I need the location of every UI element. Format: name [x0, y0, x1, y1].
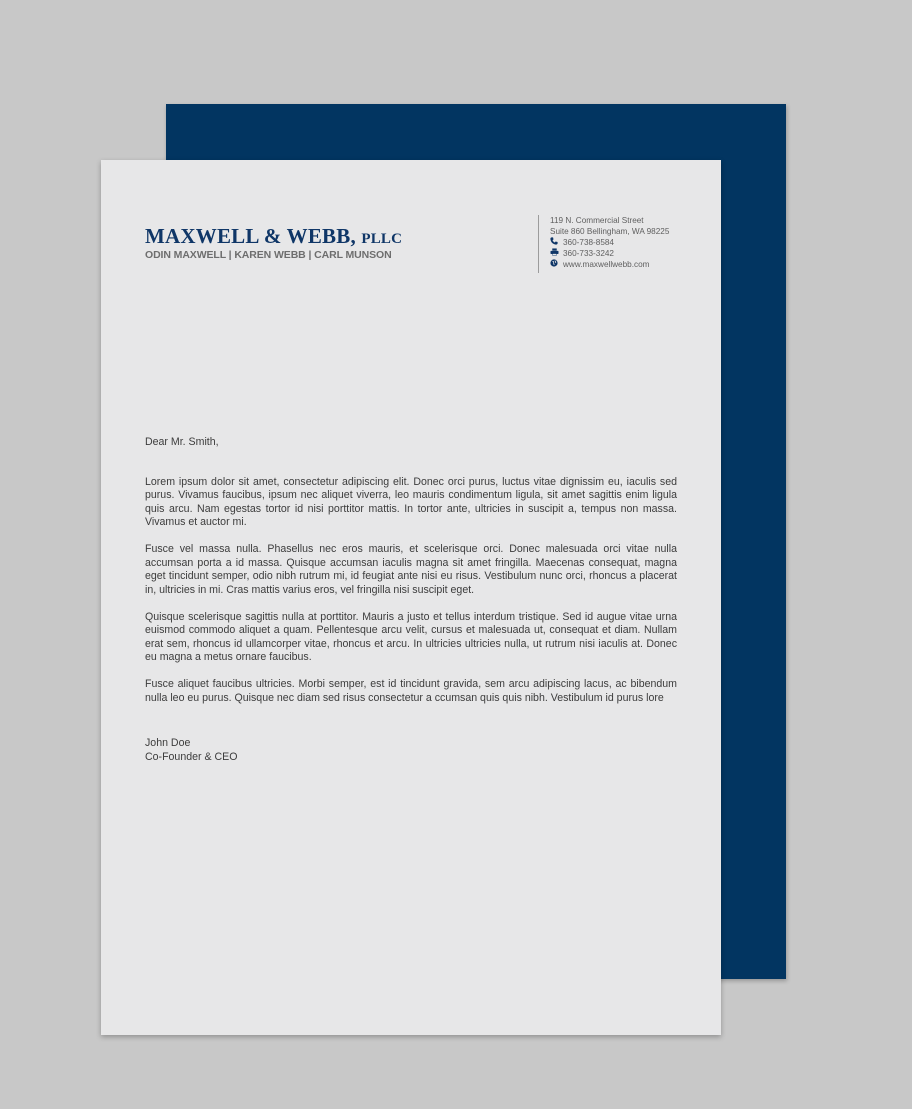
- firm-suffix: PLLC: [361, 231, 403, 247]
- address-street: 119 N. Commercial Street: [550, 216, 644, 225]
- phone-number: 360-738-8584: [563, 238, 614, 247]
- fax-row: [550, 248, 669, 259]
- address-city: Suite 860 Bellingham, WA 98225: [550, 227, 670, 236]
- contact-block: [538, 215, 669, 273]
- signer-title: Co-Founder & CEO: [145, 750, 238, 763]
- partner-names: ODIN MAXWELL | KAREN WEBB | CARL MUNSON: [145, 249, 392, 261]
- letter-sheet: [101, 160, 721, 1035]
- paragraph-3: Quisque scelerisque sagittis nulla at porttitor. Mauris a justo et tellus interdum tristique. Sed id augue vitae urna euismod commodo aliquet a quam. Pellentesque arcu velit, cursus et malesuada ut, consequat et diam. Nullam erat sem, rhoncus id ullamcorper vitae, rhoncus et arcu. In ultricies ultricies nulla, ut rutrum nisi iaculis at. Donec eu magna a metus ornare faucibus.: [145, 610, 677, 663]
- phone-row: [550, 237, 669, 248]
- phone-icon: [550, 237, 563, 248]
- firm-name-main: MAXWELL & WEBB,: [145, 224, 356, 248]
- paragraph-1: Lorem ipsum dolor sit amet, consectetur adipiscing elit. Donec orci purus, luctus vitae dignissim eu, iaculis sed purus. Vivamus faucibus, ipsum nec aliquet viverra, leo mauris condimentum ligula, sit amet sagittis enim ligula quis arcu. Nam egestas tortor id nisi porttitor mattis. In tortor ante, ultricies in suscipit a, tempus non massa. Vivamus et auctor mi.: [145, 475, 677, 528]
- signature-block: [145, 737, 677, 764]
- salutation: Dear Mr. Smith,: [145, 436, 219, 448]
- website-row: [550, 259, 669, 270]
- letter-body: [145, 436, 677, 764]
- fax-icon: [550, 248, 563, 259]
- paragraph-2: Fusce vel massa nulla. Phasellus nec eros mauris, et scelerisque orci. Donec malesuada orci vitae nulla accumsan porta a id massa. Quisque accumsan iaculis magna sit amet fringilla. Maecenas consequat, magna eget tincidunt semper, odio nibh rutrum mi, id feugiat ante nisi eu risus. Vestibulum nunc orci, rhoncus a placerat in, ultricies in mi. Cras mattis varius eros, vel fringilla nisi suscipit eget.: [145, 543, 677, 596]
- fax-number: 360-733-3242: [563, 249, 614, 258]
- firm-name: [145, 224, 402, 249]
- paragraph-4: Fusce aliquet faucibus ultricies. Morbi semper, est id tincidunt gravida, sem arcu adipiscing lacus, ac bibendum nulla leo eu purus. Quisque nec diam sed risus consectetur a ccumsan quis quis nibh. Vestibulum id purus lore: [145, 678, 677, 704]
- globe-icon: [550, 259, 563, 270]
- website-url[interactable]: www.maxwellwebb.com: [563, 260, 650, 269]
- signer-name: John Doe: [145, 737, 191, 749]
